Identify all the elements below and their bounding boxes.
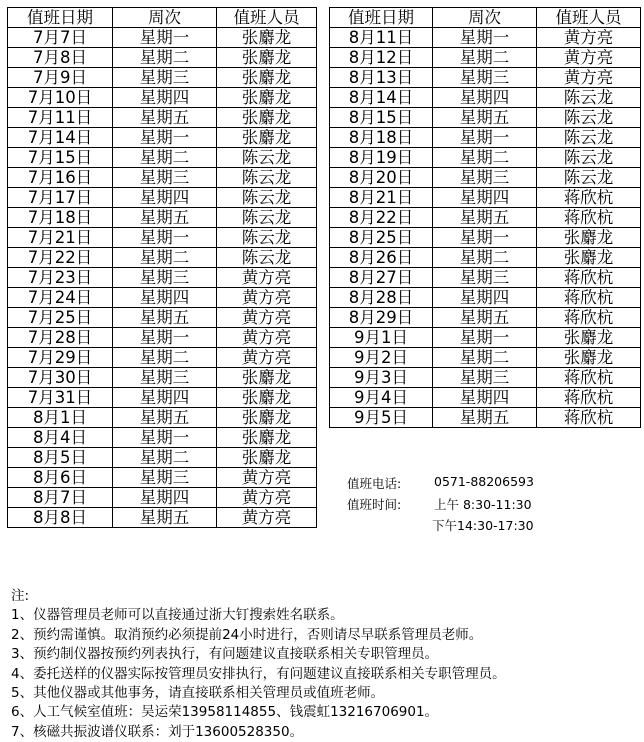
date-cell: 9月5日 bbox=[330, 408, 433, 428]
staff-cell: 张麝龙 bbox=[217, 428, 317, 448]
staff-cell: 陈云龙 bbox=[217, 208, 317, 228]
weekday-cell: 星期四 bbox=[433, 188, 537, 208]
staff-cell: 张麝龙 bbox=[217, 28, 317, 48]
hours-label: 值班时间: bbox=[347, 497, 402, 512]
weekday-cell: 星期四 bbox=[113, 488, 217, 508]
table-row bbox=[330, 128, 641, 148]
table-row bbox=[330, 148, 641, 168]
table-row bbox=[8, 408, 317, 428]
weekday-cell: 星期五 bbox=[113, 508, 217, 528]
staff-cell: 蒋欣杭 bbox=[537, 188, 641, 208]
table-row bbox=[8, 148, 317, 168]
date-cell: 7月9日 bbox=[8, 68, 113, 88]
date-cell: 8月4日 bbox=[8, 428, 113, 448]
staff-cell: 黄方亮 bbox=[217, 508, 317, 528]
note-item: 6、人工气候室值班：吴运荣13958114855、钱震虹13216706901。 bbox=[11, 704, 439, 721]
date-cell: 7月31日 bbox=[8, 388, 113, 408]
staff-cell: 陈云龙 bbox=[217, 248, 317, 268]
staff-cell: 陈云龙 bbox=[537, 88, 641, 108]
hours-morning: 上午 8:30-11:30 bbox=[434, 497, 532, 512]
date-cell: 8月6日 bbox=[8, 468, 113, 488]
date-cell: 8月21日 bbox=[330, 188, 433, 208]
staff-cell: 黄方亮 bbox=[537, 28, 641, 48]
date-cell: 8月12日 bbox=[330, 48, 433, 68]
table-row bbox=[330, 308, 641, 328]
date-cell: 7月30日 bbox=[8, 368, 113, 388]
staff-cell: 张麝龙 bbox=[537, 328, 641, 348]
staff-cell: 陈云龙 bbox=[537, 148, 641, 168]
staff-cell: 张麝龙 bbox=[217, 408, 317, 428]
header-cell: 值班人员 bbox=[537, 8, 641, 28]
weekday-cell: 星期四 bbox=[433, 388, 537, 408]
weekday-cell: 星期四 bbox=[113, 188, 217, 208]
weekday-cell: 星期四 bbox=[433, 88, 537, 108]
table-row bbox=[330, 288, 641, 308]
staff-cell: 蒋欣杭 bbox=[537, 368, 641, 388]
weekday-cell: 星期四 bbox=[113, 88, 217, 108]
weekday-cell: 星期五 bbox=[433, 408, 537, 428]
date-cell: 8月18日 bbox=[330, 128, 433, 148]
note-item: 2、预约需谨慎。取消预约必须提前24小时进行，否则请尽早联系管理员老师。 bbox=[11, 626, 483, 643]
staff-cell: 黄方亮 bbox=[537, 48, 641, 68]
table-row bbox=[8, 308, 317, 328]
weekday-cell: 星期三 bbox=[433, 368, 537, 388]
notes-title: 注: bbox=[11, 588, 30, 604]
weekday-cell: 星期二 bbox=[113, 148, 217, 168]
staff-cell: 黄方亮 bbox=[217, 268, 317, 288]
duty-table-left-body bbox=[8, 8, 317, 528]
table-row bbox=[330, 168, 641, 188]
table-row bbox=[330, 248, 641, 268]
note-item: 1、仪器管理员老师可以直接通过浙大钉搜索姓名联系。 bbox=[11, 607, 344, 624]
weekday-cell: 星期四 bbox=[113, 288, 217, 308]
date-cell: 9月1日 bbox=[330, 328, 433, 348]
table-row bbox=[8, 348, 317, 368]
note-item: 3、预约制仪器按预约列表执行，有问题建议直接联系相关专职管理员。 bbox=[11, 646, 439, 663]
table-row bbox=[330, 328, 641, 348]
date-cell: 8月11日 bbox=[330, 28, 433, 48]
table-row bbox=[330, 88, 641, 108]
table-row bbox=[8, 448, 317, 468]
header-cell: 周次 bbox=[433, 8, 537, 28]
staff-cell: 张麝龙 bbox=[537, 228, 641, 248]
staff-cell: 蒋欣杭 bbox=[537, 308, 641, 328]
date-cell: 8月25日 bbox=[330, 228, 433, 248]
header-cell: 值班日期 bbox=[8, 8, 113, 28]
weekday-cell: 星期一 bbox=[113, 228, 217, 248]
phone-label: 值班电话: bbox=[347, 476, 402, 491]
date-cell: 7月10日 bbox=[8, 88, 113, 108]
date-cell: 8月14日 bbox=[330, 88, 433, 108]
weekday-cell: 星期三 bbox=[113, 168, 217, 188]
staff-cell: 陈云龙 bbox=[217, 188, 317, 208]
staff-cell: 黄方亮 bbox=[217, 328, 317, 348]
date-cell: 8月26日 bbox=[330, 248, 433, 268]
date-cell: 8月28日 bbox=[330, 288, 433, 308]
weekday-cell: 星期二 bbox=[113, 448, 217, 468]
staff-cell: 陈云龙 bbox=[217, 168, 317, 188]
table-row bbox=[8, 508, 317, 528]
table-row bbox=[8, 368, 317, 388]
date-cell: 7月23日 bbox=[8, 268, 113, 288]
weekday-cell: 星期二 bbox=[433, 48, 537, 68]
table-row bbox=[8, 188, 317, 208]
weekday-cell: 星期五 bbox=[433, 208, 537, 228]
staff-cell: 陈云龙 bbox=[537, 128, 641, 148]
table-row bbox=[8, 428, 317, 448]
staff-cell: 张麝龙 bbox=[217, 48, 317, 68]
date-cell: 8月8日 bbox=[8, 508, 113, 528]
table-row bbox=[330, 408, 641, 428]
table-row bbox=[8, 68, 317, 88]
table-row bbox=[330, 68, 641, 88]
duty-table-right-body bbox=[330, 8, 641, 428]
table-row bbox=[330, 208, 641, 228]
staff-cell: 张麝龙 bbox=[217, 68, 317, 88]
date-cell: 8月7日 bbox=[8, 488, 113, 508]
table-row bbox=[330, 188, 641, 208]
date-cell: 8月19日 bbox=[330, 148, 433, 168]
table-row bbox=[330, 348, 641, 368]
date-cell: 8月13日 bbox=[330, 68, 433, 88]
table-row bbox=[330, 228, 641, 248]
staff-cell: 张麝龙 bbox=[537, 348, 641, 368]
weekday-cell: 星期二 bbox=[433, 248, 537, 268]
weekday-cell: 星期一 bbox=[433, 28, 537, 48]
date-cell: 7月29日 bbox=[8, 348, 113, 368]
weekday-cell: 星期五 bbox=[113, 108, 217, 128]
table-row bbox=[8, 28, 317, 48]
phone-number: 0571-88206593 bbox=[434, 474, 534, 489]
staff-cell: 张麝龙 bbox=[217, 368, 317, 388]
table-row bbox=[8, 288, 317, 308]
weekday-cell: 星期三 bbox=[113, 468, 217, 488]
table-row bbox=[8, 468, 317, 488]
date-cell: 7月15日 bbox=[8, 148, 113, 168]
staff-cell: 陈云龙 bbox=[537, 108, 641, 128]
table-row bbox=[8, 488, 317, 508]
duty-table-right bbox=[329, 7, 641, 428]
table-row bbox=[330, 268, 641, 288]
weekday-cell: 星期二 bbox=[433, 348, 537, 368]
staff-cell: 黄方亮 bbox=[217, 468, 317, 488]
date-cell: 9月4日 bbox=[330, 388, 433, 408]
weekday-cell: 星期一 bbox=[433, 128, 537, 148]
weekday-cell: 星期一 bbox=[433, 228, 537, 248]
staff-cell: 黄方亮 bbox=[217, 288, 317, 308]
staff-cell: 张麝龙 bbox=[217, 128, 317, 148]
table-row bbox=[8, 108, 317, 128]
table-row bbox=[330, 108, 641, 128]
date-cell: 9月2日 bbox=[330, 348, 433, 368]
date-cell: 8月20日 bbox=[330, 168, 433, 188]
staff-cell: 陈云龙 bbox=[217, 148, 317, 168]
date-cell: 8月27日 bbox=[330, 268, 433, 288]
table-row bbox=[330, 388, 641, 408]
weekday-cell: 星期二 bbox=[113, 248, 217, 268]
staff-cell: 陈云龙 bbox=[217, 228, 317, 248]
staff-cell: 黄方亮 bbox=[537, 68, 641, 88]
weekday-cell: 星期五 bbox=[433, 308, 537, 328]
weekday-cell: 星期三 bbox=[113, 368, 217, 388]
table-row bbox=[8, 88, 317, 108]
header-row bbox=[8, 8, 317, 28]
date-cell: 8月5日 bbox=[8, 448, 113, 468]
date-cell: 7月18日 bbox=[8, 208, 113, 228]
staff-cell: 张麝龙 bbox=[217, 108, 317, 128]
date-cell: 7月24日 bbox=[8, 288, 113, 308]
date-cell: 7月25日 bbox=[8, 308, 113, 328]
weekday-cell: 星期三 bbox=[433, 168, 537, 188]
staff-cell: 蒋欣杭 bbox=[537, 208, 641, 228]
date-cell: 8月15日 bbox=[330, 108, 433, 128]
date-cell: 7月16日 bbox=[8, 168, 113, 188]
note-item: 4、委托送样的仪器实际按管理员安排执行，有问题建议直接联系相关专职管理员。 bbox=[11, 665, 506, 682]
weekday-cell: 星期一 bbox=[113, 428, 217, 448]
note-item: 5、其他仪器或其他事务，请直接联系相关管理员或值班老师。 bbox=[11, 685, 385, 702]
staff-cell: 黄方亮 bbox=[217, 488, 317, 508]
table-row bbox=[8, 208, 317, 228]
weekday-cell: 星期二 bbox=[113, 48, 217, 68]
table-row bbox=[8, 388, 317, 408]
date-cell: 7月11日 bbox=[8, 108, 113, 128]
weekday-cell: 星期二 bbox=[433, 148, 537, 168]
weekday-cell: 星期五 bbox=[113, 208, 217, 228]
weekday-cell: 星期一 bbox=[113, 128, 217, 148]
staff-cell: 张麝龙 bbox=[537, 248, 641, 268]
date-cell: 7月7日 bbox=[8, 28, 113, 48]
weekday-cell: 星期四 bbox=[433, 288, 537, 308]
weekday-cell: 星期三 bbox=[433, 268, 537, 288]
date-cell: 7月8日 bbox=[8, 48, 113, 68]
date-cell: 8月29日 bbox=[330, 308, 433, 328]
table-row bbox=[8, 128, 317, 148]
date-cell: 7月17日 bbox=[8, 188, 113, 208]
table-row bbox=[8, 48, 317, 68]
date-cell: 8月1日 bbox=[8, 408, 113, 428]
table-row bbox=[8, 168, 317, 188]
table-row bbox=[330, 368, 641, 388]
table-row bbox=[8, 248, 317, 268]
note-item: 7、核磁共振波谱仪联系：刘于13600528350。 bbox=[11, 723, 304, 740]
table-row bbox=[330, 28, 641, 48]
staff-cell: 蒋欣杭 bbox=[537, 388, 641, 408]
weekday-cell: 星期五 bbox=[113, 408, 217, 428]
date-cell: 9月3日 bbox=[330, 368, 433, 388]
weekday-cell: 星期一 bbox=[113, 28, 217, 48]
header-cell: 周次 bbox=[113, 8, 217, 28]
staff-cell: 黄方亮 bbox=[217, 308, 317, 328]
duty-table-left bbox=[7, 7, 317, 528]
weekday-cell: 星期一 bbox=[113, 328, 217, 348]
header-cell: 值班人员 bbox=[217, 8, 317, 28]
table-row bbox=[8, 328, 317, 348]
header-row bbox=[330, 8, 641, 28]
weekday-cell: 星期二 bbox=[113, 348, 217, 368]
date-cell: 7月14日 bbox=[8, 128, 113, 148]
header-cell: 值班日期 bbox=[330, 8, 433, 28]
weekday-cell: 星期一 bbox=[433, 328, 537, 348]
date-cell: 7月28日 bbox=[8, 328, 113, 348]
weekday-cell: 星期三 bbox=[113, 68, 217, 88]
table-row bbox=[8, 268, 317, 288]
staff-cell: 张麝龙 bbox=[217, 88, 317, 108]
weekday-cell: 星期五 bbox=[433, 108, 537, 128]
staff-cell: 张麝龙 bbox=[217, 448, 317, 468]
staff-cell: 张麝龙 bbox=[217, 388, 317, 408]
table-row bbox=[8, 228, 317, 248]
weekday-cell: 星期三 bbox=[433, 68, 537, 88]
weekday-cell: 星期五 bbox=[113, 308, 217, 328]
staff-cell: 蒋欣杭 bbox=[537, 288, 641, 308]
staff-cell: 蒋欣杭 bbox=[537, 408, 641, 428]
hours-afternoon: 下午14:30-17:30 bbox=[432, 518, 534, 533]
table-row bbox=[330, 48, 641, 68]
weekday-cell: 星期三 bbox=[113, 268, 217, 288]
staff-cell: 陈云龙 bbox=[537, 168, 641, 188]
date-cell: 8月22日 bbox=[330, 208, 433, 228]
staff-cell: 蒋欣杭 bbox=[537, 268, 641, 288]
weekday-cell: 星期四 bbox=[113, 388, 217, 408]
notes-section bbox=[11, 587, 506, 742]
staff-cell: 黄方亮 bbox=[217, 348, 317, 368]
date-cell: 7月22日 bbox=[8, 248, 113, 268]
date-cell: 7月21日 bbox=[8, 228, 113, 248]
